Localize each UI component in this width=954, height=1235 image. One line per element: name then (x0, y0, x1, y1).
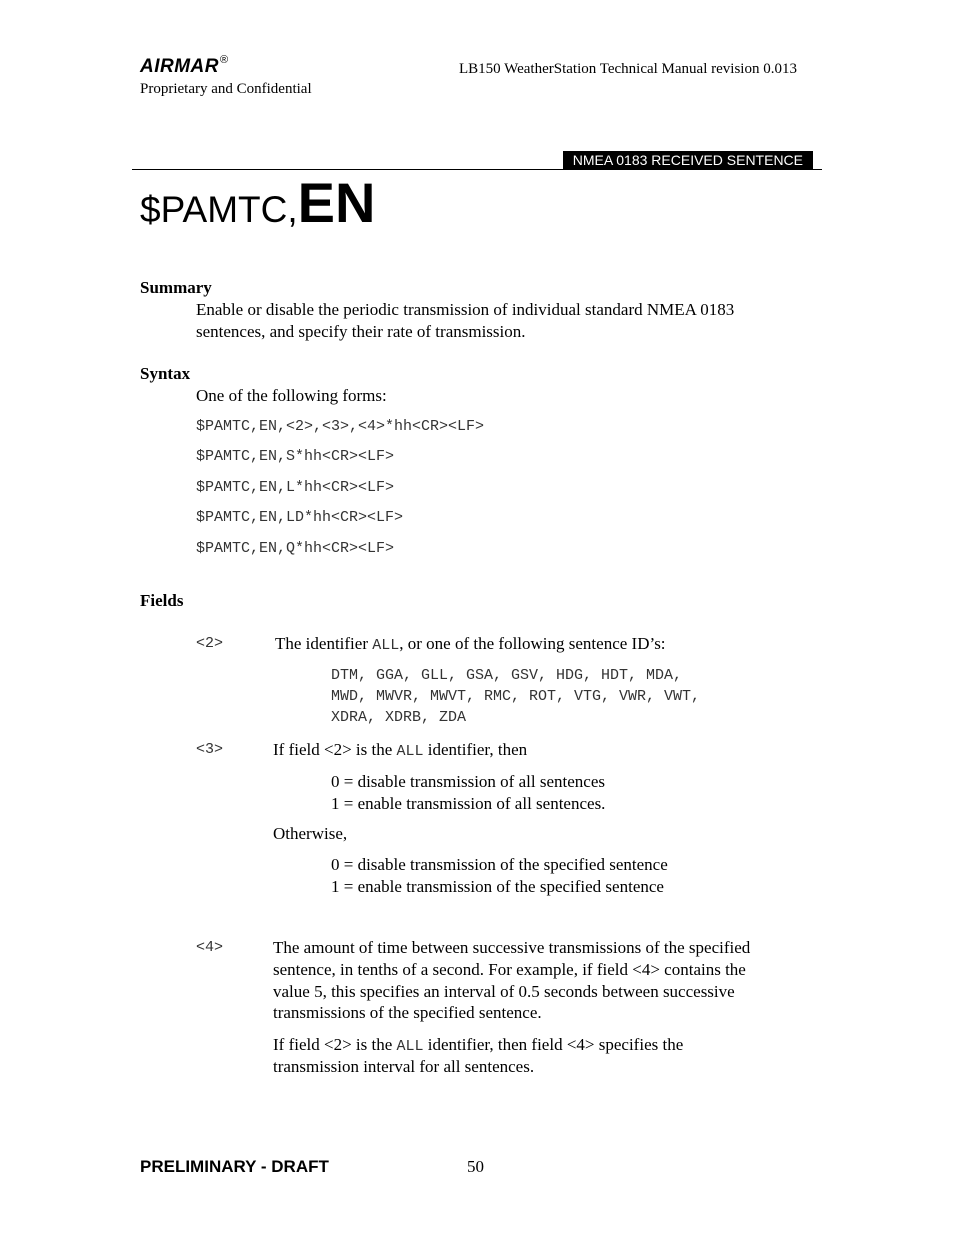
field-4-para2-after: identifier, then field <4> specifies the (423, 1035, 684, 1054)
field-4-para2-line-2: transmission interval for all sentences. (273, 1057, 535, 1076)
field-2-description (275, 633, 666, 657)
all-token: ALL (396, 1038, 424, 1055)
fields-heading: Fields (140, 591, 184, 610)
all-token: ALL (372, 637, 400, 654)
field-4-para2-line-1 (273, 1034, 683, 1058)
syntax-intro: One of the following forms: (196, 386, 387, 405)
field-3-spec-line-2: 1 = enable transmission of the specified sentence (331, 877, 664, 896)
field-3-otherwise: Otherwise, (273, 824, 348, 843)
field-3-text-before: If field <2> is the (273, 740, 397, 759)
field-3-all-line-2: 1 = enable transmission of all sentences. (331, 794, 606, 813)
draft-notice: PRELIMINARY - DRAFT (140, 1157, 329, 1176)
summary-line-1: Enable or disable the periodic transmission of individual standard NMEA 0183 (196, 300, 735, 319)
title-prefix: $PAMTC, (140, 189, 298, 230)
sentence-ids-line-1: DTM, GGA, GLL, GSA, GSV, HDG, HDT, MDA, (331, 667, 683, 684)
page-number: 50 (467, 1157, 484, 1176)
field-4-para2-before: If field <2> is the (273, 1035, 397, 1054)
field-2-id: <2> (196, 635, 224, 652)
manual-title: LB150 WeatherStation Technical Manual revision 0.013 (459, 61, 797, 77)
field-4-para1-line-1: The amount of time between successive transmissions of the specified (273, 938, 751, 957)
syntax-form: $PAMTC,EN,L*hh<CR><LF> (196, 479, 395, 496)
all-token: ALL (396, 743, 424, 760)
field-2-text-after: , or one of the following sentence ID’s: (399, 634, 666, 653)
category-label: NMEA 0183 RECEIVED SENTENCE (563, 151, 813, 170)
syntax-form: $PAMTC,EN,Q*hh<CR><LF> (196, 540, 395, 557)
field-4-id: <4> (196, 939, 224, 956)
syntax-heading: Syntax (140, 364, 191, 383)
field-3-text-after: identifier, then (423, 740, 528, 759)
airmar-logo (140, 56, 229, 78)
registered-mark: ® (220, 54, 229, 66)
syntax-form: $PAMTC,EN,S*hh<CR><LF> (196, 448, 395, 465)
summary-line-2: sentences, and specify their rate of transmission. (196, 322, 526, 341)
field-4-para1-line-3: value 5, this specifies an interval of 0.5 seconds between successive (273, 982, 735, 1001)
field-3-all-line-1: 0 = disable transmission of all sentences (331, 772, 605, 791)
field-2-text-before: The identifier (275, 634, 373, 653)
syntax-form: $PAMTC,EN,<2>,<3>,<4>*hh<CR><LF> (196, 418, 485, 435)
field-3-description (273, 739, 527, 763)
field-3-id: <3> (196, 741, 224, 758)
syntax-form: $PAMTC,EN,LD*hh<CR><LF> (196, 509, 404, 526)
logo-text: AIRMAR (140, 56, 219, 77)
page-title (140, 170, 375, 235)
field-4-para1-line-2: sentence, in tenths of a second. For example, if field <4> contains the (273, 960, 746, 979)
summary-heading: Summary (140, 278, 212, 297)
sentence-ids-line-3: XDRA, XDRB, ZDA (331, 709, 467, 726)
confidential-notice: Proprietary and Confidential (140, 81, 312, 97)
field-4-para1-line-4: transmissions of the specified sentence. (273, 1003, 542, 1022)
sentence-ids-line-2: MWD, MWVR, MWVT, RMC, ROT, VTG, VWR, VWT, (331, 688, 701, 705)
title-suffix: EN (297, 171, 376, 234)
field-3-spec-line-1: 0 = disable transmission of the specified sentence (331, 855, 668, 874)
